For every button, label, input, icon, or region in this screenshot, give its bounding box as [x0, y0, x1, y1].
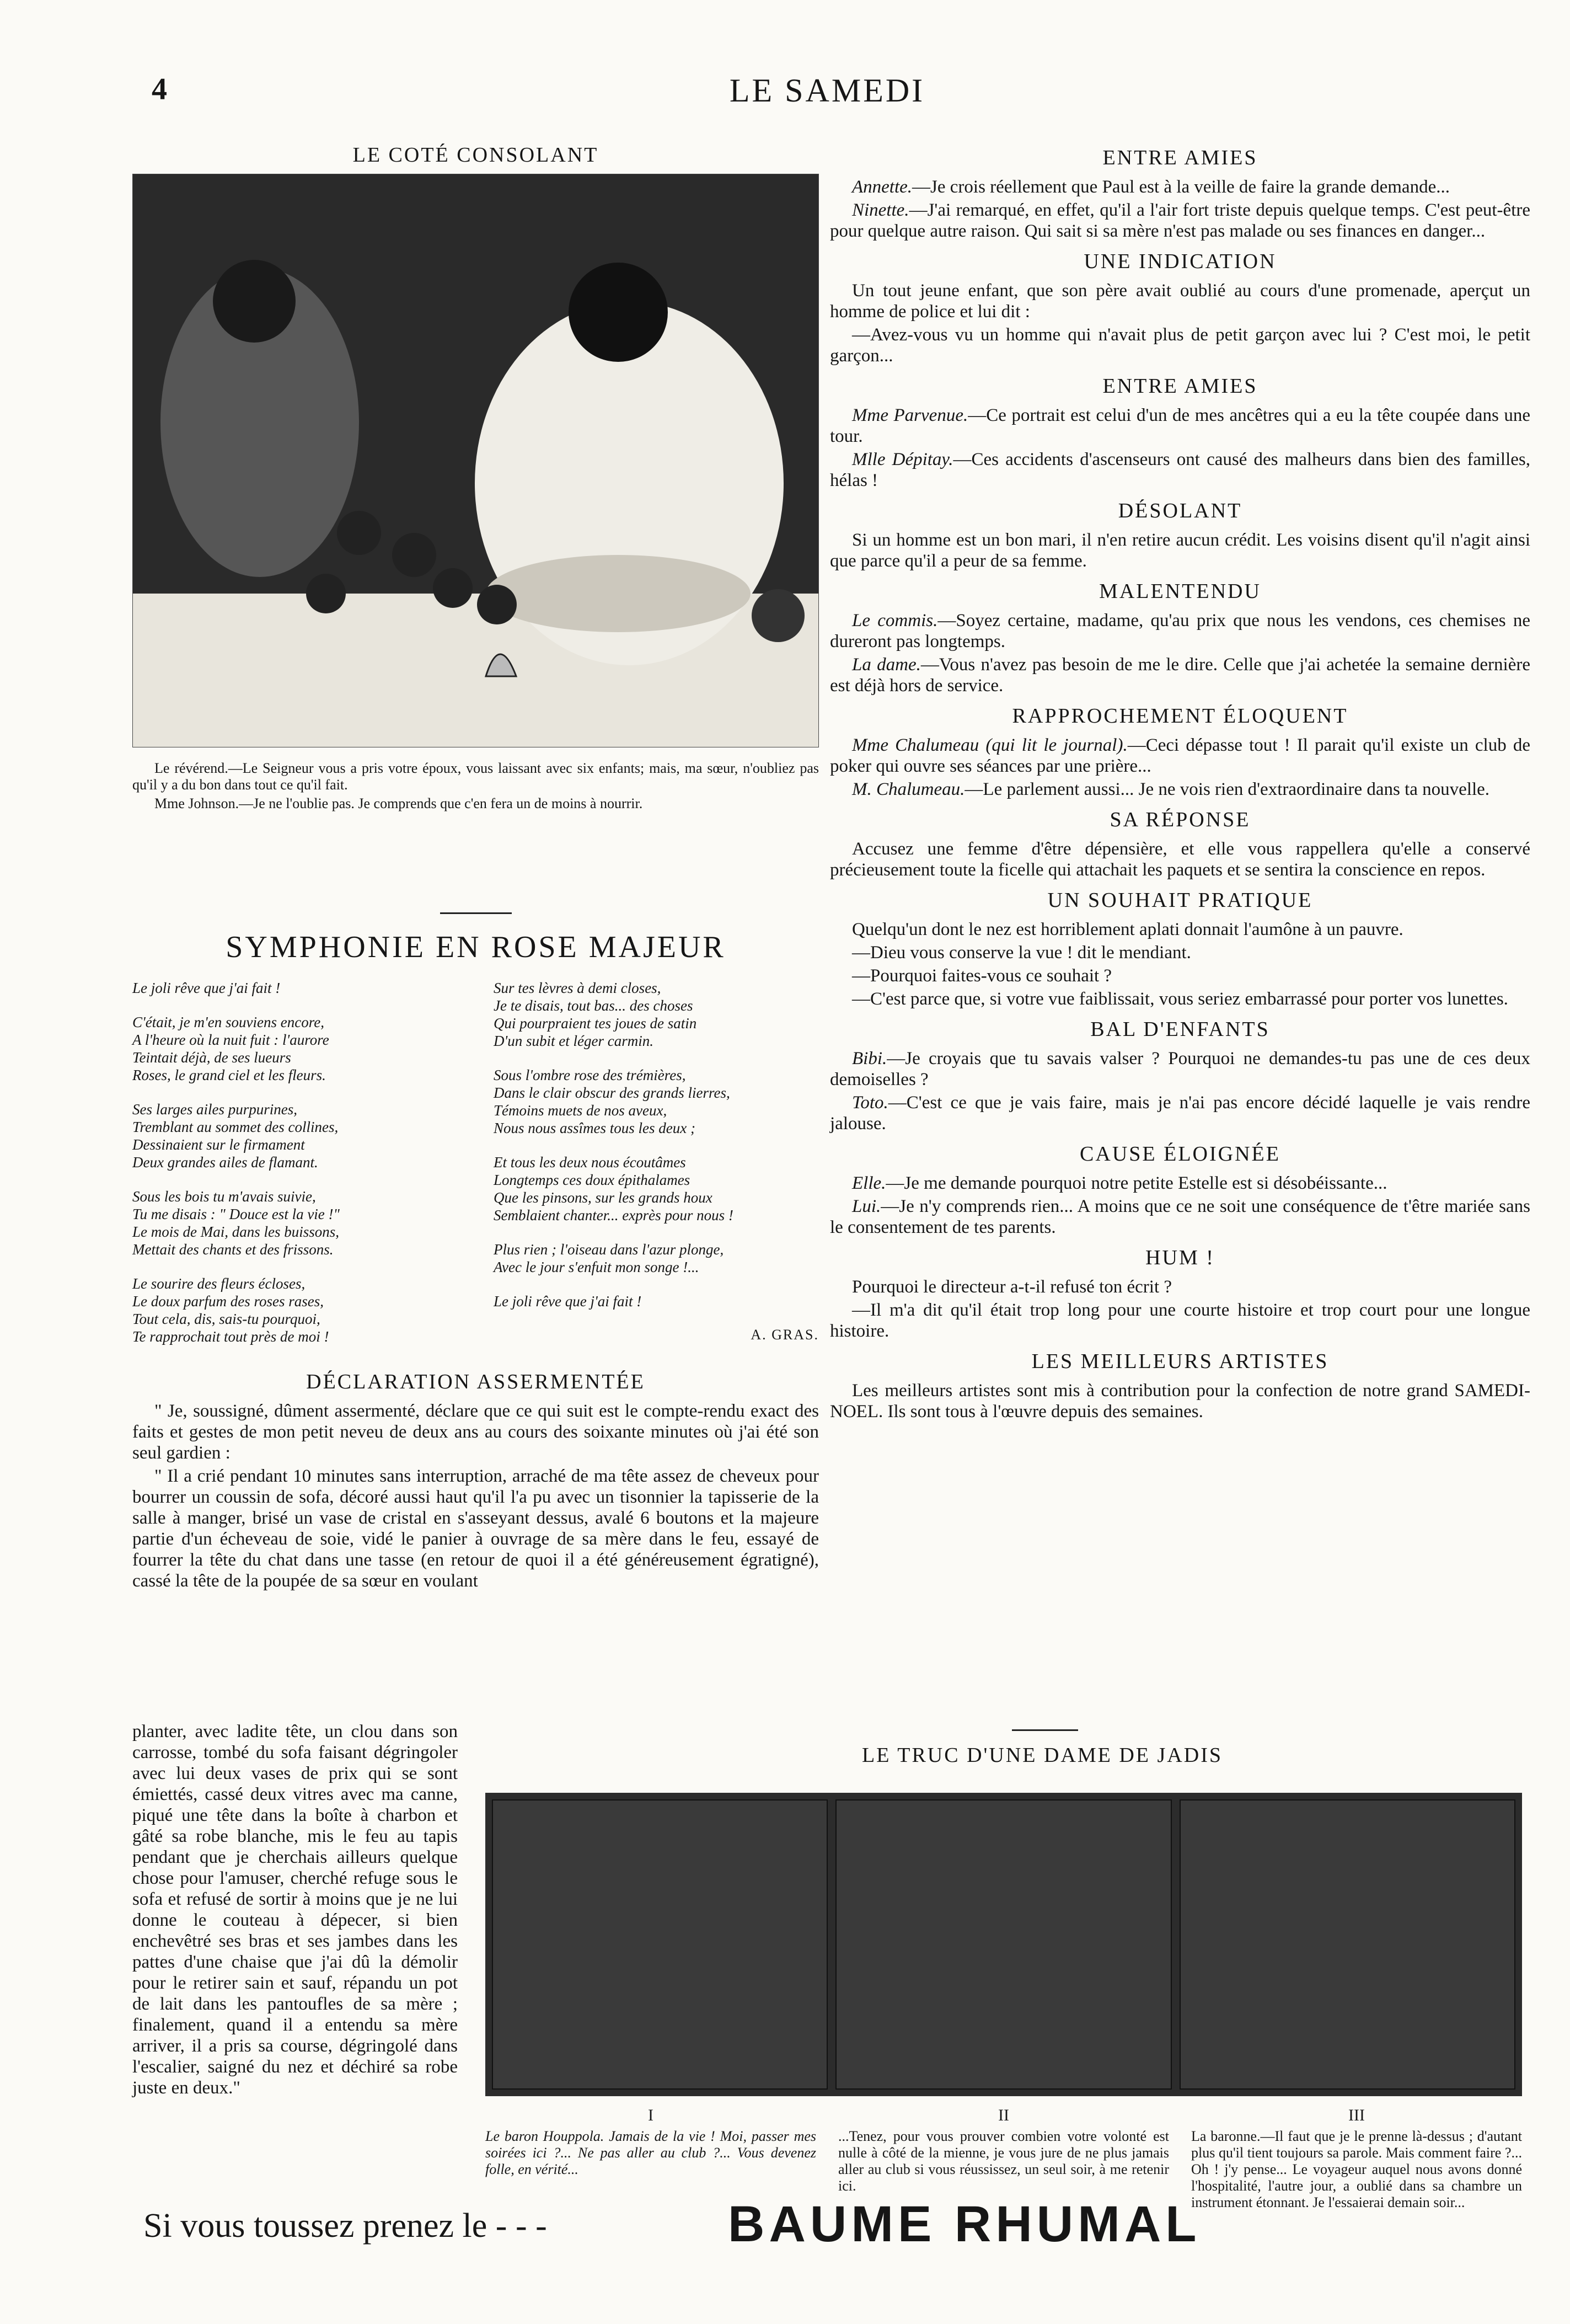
truc-caption-1 [485, 2107, 816, 2178]
dialogue: —C'est ce que je vais faire, mais je n'ai pas encore décidé laquelle je vais rendre jalouse. [830, 1093, 1530, 1134]
poem-line: Teintait déjà, de ses lueurs [132, 1049, 291, 1066]
poem-line: A l'heure où la nuit fuit : l'aurore [132, 1032, 329, 1048]
poem-line: Le mois de Mai, dans les buissons, [132, 1224, 340, 1240]
declaration-section [132, 1370, 819, 1591]
dialogue: —Soyez certaine, madame, qu'au prix que nous les vendons, ces chemises ne dureront pas longtemps. [830, 611, 1530, 651]
section-hum [830, 1246, 1530, 1342]
dialogue: —Le parlement aussi... Je ne vois rien d'extraordinaire dans ta nouvelle. [964, 779, 1490, 799]
section-title: RAPPROCHEMENT ÉLOQUENT [1012, 704, 1348, 728]
paragraph: Quelqu'un dont le nez est horriblement aplati donnait l'aumône à un pauvre. [852, 920, 1403, 939]
poem [132, 979, 819, 1362]
declaration-continued [132, 1721, 458, 2101]
dialogue: —Vous n'avez pas besoin de me le dire. Celle que j'ai achetée la semaine dernière est déjà hors de service. [830, 655, 1530, 696]
poem-line: Et tous les deux nous écoutâmes [494, 1154, 686, 1171]
poem-line: Sous les bois tu m'avais suivie, [132, 1188, 316, 1205]
divider [440, 912, 512, 914]
section-title: ENTRE AMIES [1102, 375, 1258, 398]
caption-text: La baronne.—Il faut que je le prenne là-dessus ; d'autant plus qu'il tient toujours sa parole. Mais comment faire ?... Oh ! j'y pense... Le voyageur auquel nous avons donné l'hospitalité, l'autre jour, a oublié dans sa chambre un instrument étonnant. Je l'essaierai demain soir... [1191, 2128, 1522, 2210]
section-bal-enfants [830, 1017, 1530, 1134]
paragraph: Pourquoi le directeur a-t-il refusé ton écrit ? [852, 1277, 1172, 1297]
section-title: DÉSOLANT [1118, 499, 1242, 522]
truc-panel-1 [492, 1799, 828, 2090]
right-column [830, 138, 1530, 1424]
dialogue: —J'ai remarqué, en effet, qu'il a l'air fort triste depuis quelque temps. C'est peut-être pour quelque autre raison. Qui sait si sa mère n'est pas malade ou ses finances en danger... [830, 200, 1530, 241]
speaker: Le commis. [852, 611, 938, 631]
cote-consolant-caption-1: Le révérend.—Le Seigneur vous a pris votre époux, vous laissant avec six enfants; mais, ma sœur, n'oubliez pas qu'il y a du bon dans tout ce qu'il fait. [132, 760, 819, 793]
speaker: La dame. [852, 655, 921, 675]
declaration-p1: " Je, soussigné, dûment assermenté, déclare que ce qui suit est le compte-rendu exact des faits et gestes de mon petit neveu de deux ans au cours des soixante minutes où j'ai été son seul gardien : [132, 1401, 819, 1463]
section-une-indication [830, 249, 1530, 366]
section-title: SA RÉPONSE [1110, 808, 1251, 831]
speaker: Bibi. [852, 1049, 887, 1068]
poem-line: Semblaient chanter... exprès pour nous ! [494, 1207, 733, 1224]
paragraph: —Dieu vous conserve la vue ! dit le mendiant. [852, 943, 1191, 963]
cote-consolant-title: LE COTÉ CONSOLANT [352, 143, 599, 167]
poem-line: Te rapprochait tout près de moi ! [132, 1328, 329, 1345]
masthead: LE SAMEDI [729, 72, 925, 109]
poem-line: Sur tes lèvres à demi closes, [494, 980, 661, 996]
section-title: MALENTENDU [1099, 580, 1261, 603]
dialogue: —Ces accidents d'ascenseurs ont causé des malheurs dans bien des familles, hélas ! [830, 450, 1530, 490]
truc-caption-3 [1191, 2107, 1522, 2211]
cote-consolant-illustration [132, 174, 819, 747]
poem-line: Sous l'ombre rose des trémières, [494, 1067, 686, 1083]
cote-consolant-section [132, 135, 819, 814]
poem-line: Tremblant au sommet des collines, [132, 1119, 339, 1135]
declaration-title: DÉCLARATION ASSERMENTÉE [306, 1370, 645, 1393]
caption-text: Le baron Houppola. Jamais de la vie ! Moi, passer mes soirées ici ?... Ne pas aller au club ?... Vous devenez folle, en vérité... [485, 2128, 816, 2177]
section-malentendu [830, 579, 1530, 696]
section-title: BAL D'ENFANTS [1090, 1018, 1270, 1041]
truc-caption-2 [838, 2107, 1169, 2194]
paragraph: —C'est parce que, si votre vue faiblissait, vous seriez embarrassé pour porter vos lunettes. [852, 989, 1508, 1009]
cote-consolant-caption-2: Mme Johnson.—Je ne l'oublie pas. Je comprends que c'en fera un de moins à nourrir. [154, 795, 643, 811]
section-sa-reponse [830, 808, 1530, 880]
paragraph: —Pourquoi faites-vous ce souhait ? [852, 966, 1112, 986]
section-title: ENTRE AMIES [1102, 146, 1258, 169]
speaker: Mlle Dépitay. [852, 450, 953, 469]
poem-line: Nous nous assîmes tous les deux ; [494, 1120, 695, 1136]
section-entre-amies-2 [830, 374, 1530, 491]
poem-line: Longtemps ces doux épithalames [494, 1172, 690, 1188]
declaration-p2: " Il a crié pendant 10 minutes sans interruption, arraché de ma tête assez de cheveux pour bourrer un coussin de sofa, décoré aussi haut qu'il l'a pu avec un tisonnier la tapisserie de la salle à manger, brisé un vase de cristal en s'asseyant dessus, avalé 6 boutons et la majeure partie d'un écheveau de soie, vidé le panier à ouvrage de sa mère dans le feu, essayé de fourrer la tête du chat dans une tasse (en retour de quoi il a été généreusement égratigné), cassé la tête de la poupée de sa sœur en voulant [132, 1466, 819, 1591]
dialogue: —Je n'y comprends rien... A moins que ce ne soit une conséquence de t'être mariée sans le consentement de tes parents. [830, 1196, 1530, 1237]
poem-line: Le doux parfum des roses rases, [132, 1293, 324, 1310]
declaration-p3: planter, avec ladite tête, un clou dans son carrosse, tombé du sofa faisant dégringoler avec lui deux vases de prix qui se sont émiettés, cassé deux vitres avec ma canne, piqué une tête dans la boîte à charbon et gâté sa robe blanche, mis le feu au tapis pendant que je cherchais ailleurs quelque chose pour l'amuser, cherché refuge sous le sofa et refusé de sortir à moins que je ne lui donne le couteau à dépecer, si bien enchevêtré ses bras et ses jambes dans les pattes d'une chaise que j'ai dû la démolir pour le retirer sain et sauf, répandu un pot de lait dans les pantoufles de sa mère ; finalement, quand il a entendu sa mère arriver, il a pris sa course, dégringolé dans l'escalier, saigné du nez et déchiré sa robe juste en deux." [132, 1722, 458, 2098]
speaker: Elle. [852, 1173, 886, 1193]
speaker: Annette. [852, 177, 913, 197]
poem-line: C'était, je m'en souviens encore, [132, 1014, 324, 1030]
poem-line: Le joli rêve que j'ai fait ! [494, 1293, 642, 1310]
truc-panel-3 [1180, 1799, 1515, 2090]
poem-line: Dans le clair obscur des grands lierres, [494, 1084, 730, 1101]
caption-number: I [648, 2106, 653, 2124]
paragraph: —Avez-vous vu un homme qui n'avait plus de petit garçon avec lui ? C'est moi, le petit garçon... [830, 325, 1530, 366]
poem-line: Tout cela, dis, sais-tu pourquoi, [132, 1311, 320, 1327]
section-title: UN SOUHAIT PRATIQUE [1047, 889, 1313, 912]
section-title: UNE INDICATION [1084, 250, 1277, 273]
speaker: Mme Chalumeau (qui lit le journal). [852, 735, 1128, 755]
section-title: CAUSE ÉLOIGNÉE [1080, 1142, 1280, 1166]
page-number: 4 [152, 72, 167, 106]
truc-panel-2 [835, 1799, 1171, 2090]
dialogue: —Ce portrait est celui d'un de mes ancêtres qui a eu la tête coupée dans une tour. [830, 405, 1530, 446]
poem-line: Je te disais, tout bas... des choses [494, 997, 693, 1014]
speaker: M. Chalumeau. [852, 779, 965, 799]
speaker: Mme Parvenue. [852, 405, 968, 425]
speaker: Toto. [852, 1093, 888, 1113]
caption-text: ...Tenez, pour vous prouver combien votre volonté est nulle à côté de la mienne, je vous jure de ne plus jamais aller au club si vous réussissez, un seul soir, à me retenir ici. [838, 2128, 1169, 2194]
dialogue: —Ceci dépasse tout ! Il parait qu'il existe un club de poker qui ouvre ses séances par une prière... [830, 735, 1531, 776]
ad-text: Si vous toussez prenez le - - - [143, 2207, 547, 2245]
section-entre-amies-1 [830, 146, 1530, 242]
poem-line: Qui pourpraient tes joues de satin [494, 1015, 697, 1032]
paragraph: Si un homme est un bon mari, il n'en retire aucun crédit. Les voisins disent qu'il n'agit ainsi que parce qu'il a peur de sa femme. [830, 530, 1530, 571]
paragraph: Les meilleurs artistes sont mis à contribution pour la confection de notre grand SAMEDI-NOEL. Ils sont tous à l'œuvre depuis des semaines. [830, 1381, 1530, 1422]
section-cause-eloignee [830, 1142, 1530, 1238]
section-souhait-pratique [830, 888, 1530, 1009]
poem-line: Dessinaient sur le firmament [132, 1136, 305, 1153]
divider [1012, 1729, 1078, 1731]
poem-line: Mettait des chants et des frissons. [132, 1241, 334, 1258]
section-title: LES MEILLEURS ARTISTES [1031, 1350, 1329, 1373]
caption-number: II [998, 2106, 1009, 2124]
speaker: Ninette. [852, 200, 909, 220]
speaker: Lui. [852, 1196, 881, 1216]
poem-line: Tu me disais : " Douce est la vie !" [132, 1206, 340, 1222]
left-column [132, 894, 819, 1594]
poem-line: Roses, le grand ciel et les fleurs. [132, 1067, 326, 1083]
poem-line: Ses larges ailes purpurines, [132, 1101, 297, 1118]
poem-left-column [132, 979, 458, 1362]
poem-line: Deux grandes ailes de flamant. [132, 1154, 318, 1171]
caption-number: III [1348, 2106, 1365, 2124]
section-meilleurs-artistes [830, 1349, 1530, 1422]
ad-brand: BAUME RHUMAL [728, 2196, 1201, 2252]
dialogue: —Je crois réellement que Paul est à la veille de faire la grande demande... [912, 177, 1450, 197]
section-rapprochement [830, 704, 1530, 800]
poem-line: Le joli rêve que j'ai fait ! [132, 980, 281, 996]
dialogue: —Je croyais que tu savais valser ? Pourquoi ne demandes-tu pas une de ces deux demoiselles ? [830, 1049, 1530, 1089]
poem-line: Avec le jour s'enfuit mon songe !... [494, 1259, 699, 1275]
section-desolant [830, 499, 1530, 571]
poem-signature: A. GRAS. [751, 1327, 819, 1343]
poem-line: Que les pinsons, sur les grands houx [494, 1189, 712, 1206]
poem-line: D'un subit et léger carmin. [494, 1033, 653, 1049]
poem-title: SYMPHONIE EN ROSE MAJEUR [226, 930, 726, 964]
section-title: HUM ! [1145, 1246, 1215, 1269]
paragraph: Accusez une femme d'être dépensière, et elle vous rappellera qu'elle a conservé précieusement toute la ficelle qui attachait les paquets et se sentira la conscience en repos. [830, 839, 1530, 880]
poem-right-column [494, 979, 819, 1362]
poem-line: Témoins muets de nos aveux, [494, 1102, 667, 1119]
dialogue: —Je me demande pourquoi notre petite Estelle est si désobéissante... [886, 1173, 1387, 1193]
paragraph: —Il m'a dit qu'il était trop long pour une courte histoire et trop court pour une longue histoire. [830, 1300, 1530, 1341]
paragraph: Un tout jeune enfant, que son père avait oublié au cours d'une promenade, aperçut un homme de police et lui dit : [830, 281, 1530, 322]
poem-line: Le sourire des fleurs écloses, [132, 1275, 306, 1292]
truc-title: LE TRUC D'UNE DAME DE JADIS [862, 1744, 1223, 1767]
poem-line: Plus rien ; l'oiseau dans l'azur plonge, [494, 1241, 724, 1258]
truc-illustration-strip [485, 1793, 1522, 2096]
